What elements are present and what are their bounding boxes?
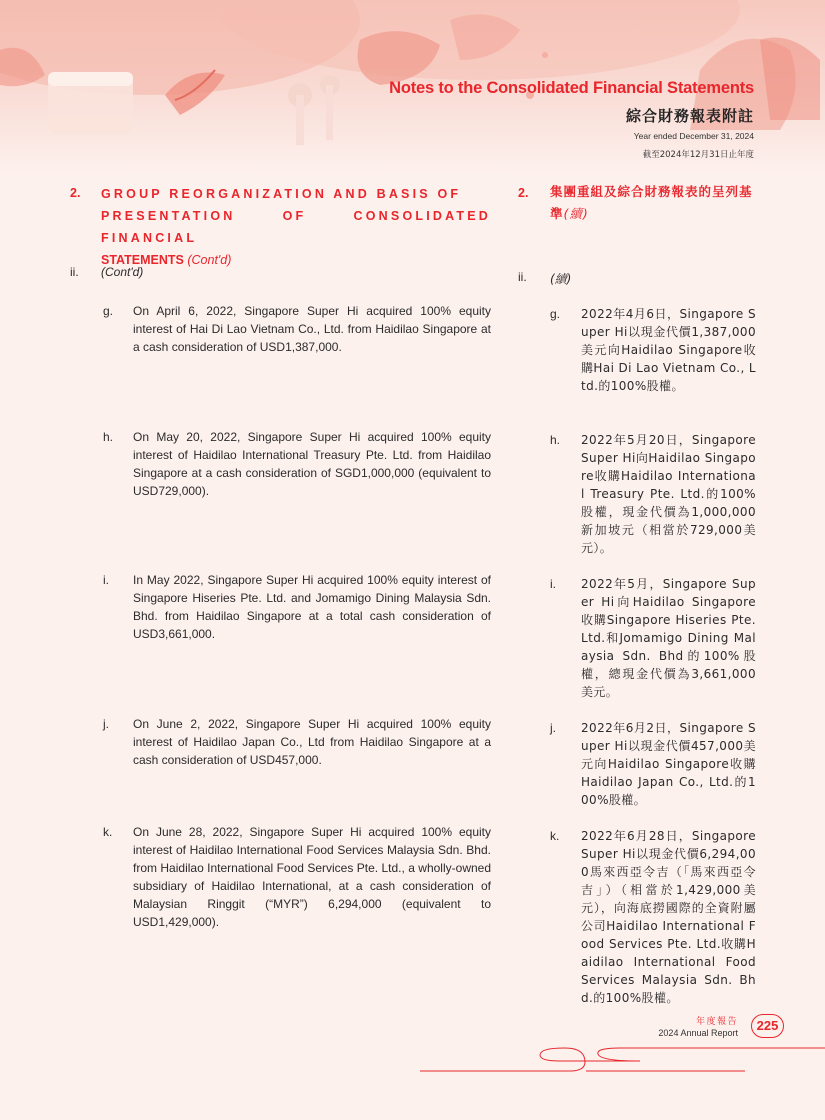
item-letter-en: k. — [103, 825, 113, 839]
item-text-cn: 2022年5月20日，Singapore Super Hi向Haidilao Singapore收購Haidilao International Treasury Pte. Ltd.的100%股權，現金代價為1,000,000新加坡元（相當於729,000美元）。 — [581, 433, 756, 555]
item-letter-cn: g. — [550, 307, 561, 321]
item-letter-en: i. — [103, 573, 109, 587]
footer-wave-lines — [0, 1040, 825, 1100]
item-letter-cn: k. — [550, 829, 560, 843]
subsection-number-en: ii. — [70, 265, 79, 279]
item-letter-en: h. — [103, 430, 114, 444]
item-letter-cn: i. — [550, 577, 556, 591]
footer-report-label-cn: 年度報告 — [695, 1017, 738, 1027]
subsection-number-cn: ii. — [518, 270, 527, 284]
page-header-title: Notes to the Consolidated Financial Statements — [389, 79, 754, 97]
period-label-en: Year ended December 31, 2024 — [633, 131, 754, 141]
page-header-title-cn: 綜合財務報表附註 — [625, 107, 754, 125]
item-text-en: On June 2, 2022, Singapore Super Hi acquired 100% equity interest of Haidilao Japan Co., Ltd from Haidilao Singapore at a cash consideration of USD457,000. — [133, 717, 491, 767]
section-title-en-line3-text: STATEMENTS — [101, 253, 184, 267]
section-title-cn — [550, 181, 760, 225]
item-letter-cn: j. — [550, 721, 556, 735]
item-letter-en: j. — [103, 717, 109, 731]
footer-decoration — [0, 1040, 825, 1100]
item-text-en: In May 2022, Singapore Super Hi acquired 100% equity interest of Singapore Hiseries Pte. Ltd. and Jomamigo Dining Malaysia Sdn. Bhd. from Haidilao Singapore at a total cash consideration of USD3,661,000. — [133, 573, 491, 641]
item-text-en: On June 28, 2022, Singapore Super Hi acquired 100% equity interest of Haidilao International Food Services Malaysia Sdn. Bhd. from Haidilao International Food Services Pte. Ltd., a wholly-owned subsidiary of Haidilao International, at a cash consideration of Malaysian Ringgit (“MYR”) 6,294,000 (equivalent to USD1,429,000). — [133, 825, 491, 929]
section-title-cn-text: 集團重組及綜合財務報表的呈列基準 — [550, 184, 753, 221]
item-text-cn: 2022年4月6日，Singapore Super Hi以現金代價1,387,000美元向Haidilao Singapore收購Hai Di Lao Vietnam Co., Ltd.的100%股權。 — [581, 307, 756, 393]
item-letter-cn: h. — [550, 433, 561, 447]
section-number-cn: 2. — [518, 186, 529, 200]
item-text-cn: 2022年5月，Singapore Super Hi向Haidilao Singapore收購Singapore Hiseries Pte. Ltd.和Jomamigo Dining Malaysia Sdn. Bhd的100%股權，總現金代價為3,661,000美元。 — [581, 577, 756, 699]
section-title-en-line2: PRESENTATION OF CONSOLIDATED FINANCIAL — [101, 209, 491, 245]
item-text-en: On April 6, 2022, Singapore Super Hi acquired 100% equity interest of Hai Di Lao Vietnam Co., Ltd. from Haidilao Singapore at a cash consideration of USD1,387,000. — [133, 304, 491, 354]
subsection-label-cn: (續) — [550, 272, 572, 286]
item-letter-en: g. — [103, 304, 114, 318]
section-title-en-line3 — [101, 249, 491, 271]
section-title-en — [101, 183, 491, 271]
section-title-en-line1: GROUP REORGANIZATION AND BASIS OF — [101, 187, 462, 201]
section-number-en: 2. — [70, 186, 81, 200]
item-text-cn: 2022年6月2日，Singapore Super Hi以現金代價457,000美元向Haidilao Singapore收購Haidilao Japan Co., Ltd.的100%股權。 — [581, 721, 756, 807]
item-text-en: On May 20, 2022, Singapore Super Hi acquired 100% equity interest of Haidilao International Treasury Pte. Ltd. from Haidilao Singapore at a cash consideration of SGD1,000,000 (equivalent to USD729,000). — [133, 430, 491, 498]
subsection-label-en: (Cont'd) — [101, 265, 144, 279]
period-label-cn: 截至2024年12月31日止年度 — [642, 150, 754, 160]
page-number: 225 — [751, 1014, 784, 1038]
item-text-cn: 2022年6月28日，Singapore Super Hi以現金代價6,294,000馬來西亞令吉（「馬來西亞令吉」）（相當於1,429,000美元），向海底撈國際的全資附屬公司Haidilao International Food Services Pte. Ltd.收購Haidilao International Food Services Malaysia Sdn. Bhd.的100%股權。 — [581, 829, 756, 1005]
section-title-en-cont: (Cont'd) — [187, 253, 232, 267]
footer-report-label-en: 2024 Annual Report — [658, 1028, 738, 1038]
section-title-cn-cont: (續) — [563, 206, 589, 221]
